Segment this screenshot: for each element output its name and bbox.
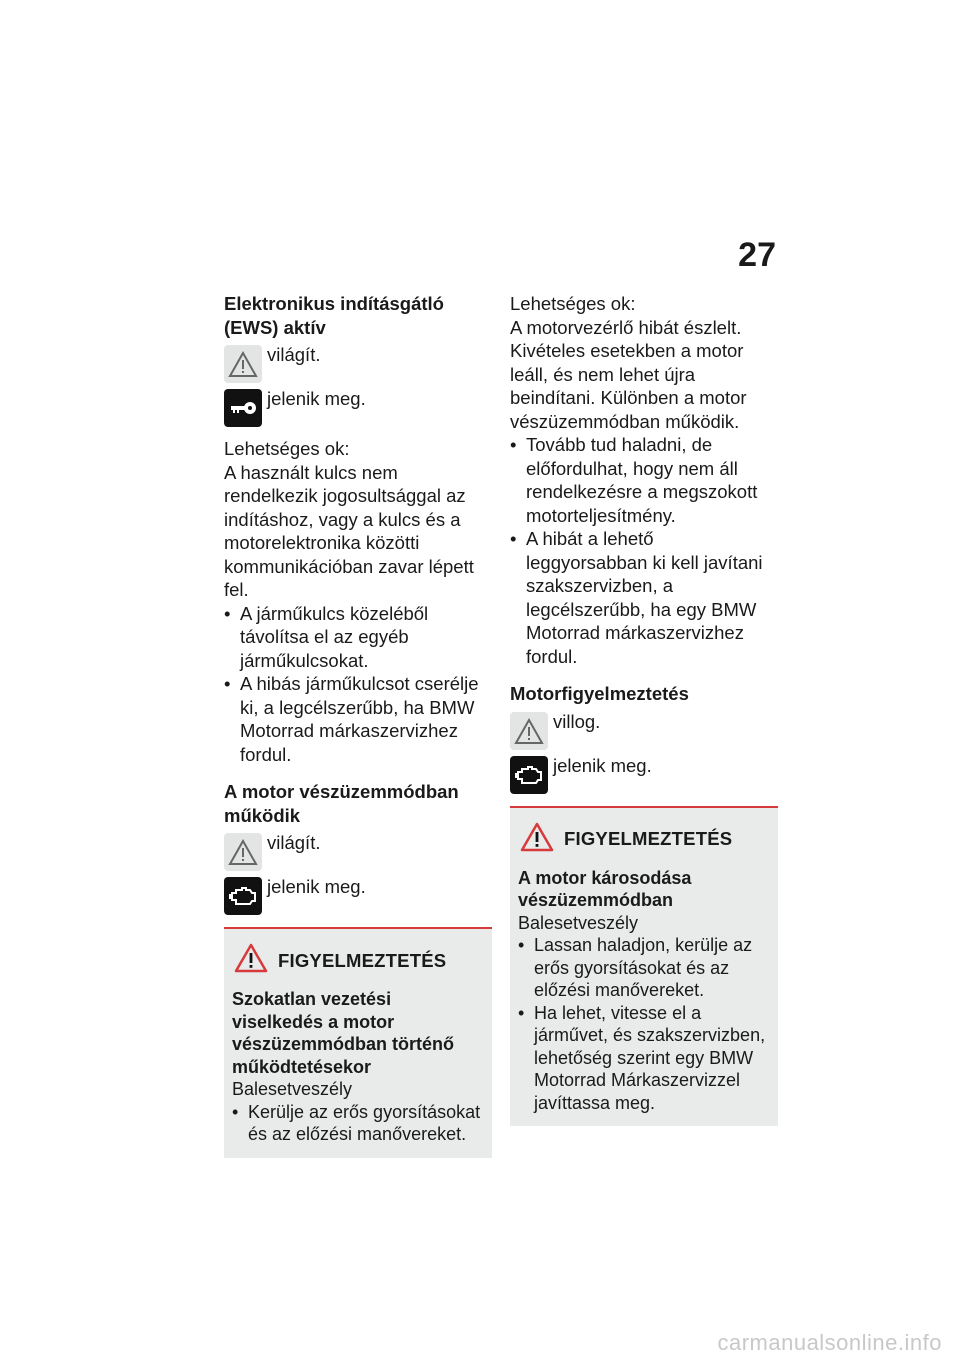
list-item: • Lassan haladjon, kerülje az erős gyorsításokat és az előzési manővereket. [518,934,770,1002]
warning-title [520,822,770,857]
warning-box [224,927,492,1158]
indicator-text: jelenik meg. [267,388,366,409]
warning-box [510,806,778,1127]
section-heading-engine-warning: Motorfigyelmeztetés [510,683,689,704]
indicator-row [224,387,492,427]
warning-heading: A motor károsodása vészüzemmódban [518,867,692,910]
list-item: • Ha lehet, vitesse el a járművet, és szakszervizben, lehetőség szerint egy BMW Motorrad Márkaszervizzel javíttassa meg. [518,1002,770,1115]
cause-text: A használt kulcs nem rendelkezik jogosultsággal az indításhoz, vagy a kulcs és a motorelektronika közötti kommunikációban zavar lépett fel. [224,461,474,600]
warning-triangle-icon [510,712,548,750]
section-heading-emergency: A motor vészüzemmódban működik [224,781,459,826]
indicator-row [510,754,778,794]
watermark: carmanualsonline.info [717,1330,942,1355]
indicator-row [510,710,778,750]
warning-title [234,943,484,978]
cause-label: Lehetséges ok: [510,293,636,314]
key-icon [224,389,262,427]
indicator-row [224,343,492,383]
cause-text: A motorvezérlő hibát észlelt. Kivételes esetekben a motor leáll, és nem lehet újra beindítani. Különben a motor vészüzemmódban működik. [510,316,747,432]
warning-title-text: FIGYELMEZTETÉS [278,949,447,971]
right-column [510,292,778,1126]
indicator-row [224,875,492,915]
warning-heading: Szokatlan vezetési viselkedés a motor vészüzemmódban történő működtetésekor [232,989,455,1077]
warning-triangle-icon [224,345,262,383]
list-item: • A hibás járműkulcsot cserélje ki, a legcélszerűbb, ha BMW Motorrad márkaszervizhez fordul. [224,672,492,766]
warning-sub: Balesetveszély [232,1079,353,1099]
indicator-text: jelenik meg. [553,754,652,776]
list-item: • Tovább tud haladni, de előfordulhat, hogy nem áll rendelkezésre a megszokott motorteljesítmény. [510,433,778,527]
indicator-text: jelenik meg. [267,876,366,897]
cause-label: Lehetséges ok: [224,438,350,459]
indicator-text: villog. [553,710,601,732]
section-heading-ews: Elektronikus indításgátló (EWS) aktív [224,293,444,338]
indicator-text: világít. [267,832,321,853]
warning-triangle-icon [224,833,262,871]
engine-icon [510,756,548,794]
left-column [224,292,492,1158]
indicator-text: világít. [267,344,321,365]
warning-red-icon [520,822,554,857]
indicator-row [224,831,492,871]
warning-sub: Balesetveszély [518,912,639,933]
page-number: 27 [738,236,776,274]
list-item: • A járműkulcs közeléből távolítsa el az egyéb járműkulcsokat. [224,602,492,673]
engine-icon [224,877,262,915]
list-item: • A hibát a lehető leggyorsabban ki kell javítani szakszervizben, a legcélszerűbb, ha egy BMW Motorrad márkaszervizhez fordul. [510,527,778,668]
warning-title-text: FIGYELMEZTETÉS [564,828,733,849]
warning-red-icon [234,943,268,978]
list-item: • Kerülje az erős gyorsításokat és az előzési manővereket. [232,1101,484,1146]
